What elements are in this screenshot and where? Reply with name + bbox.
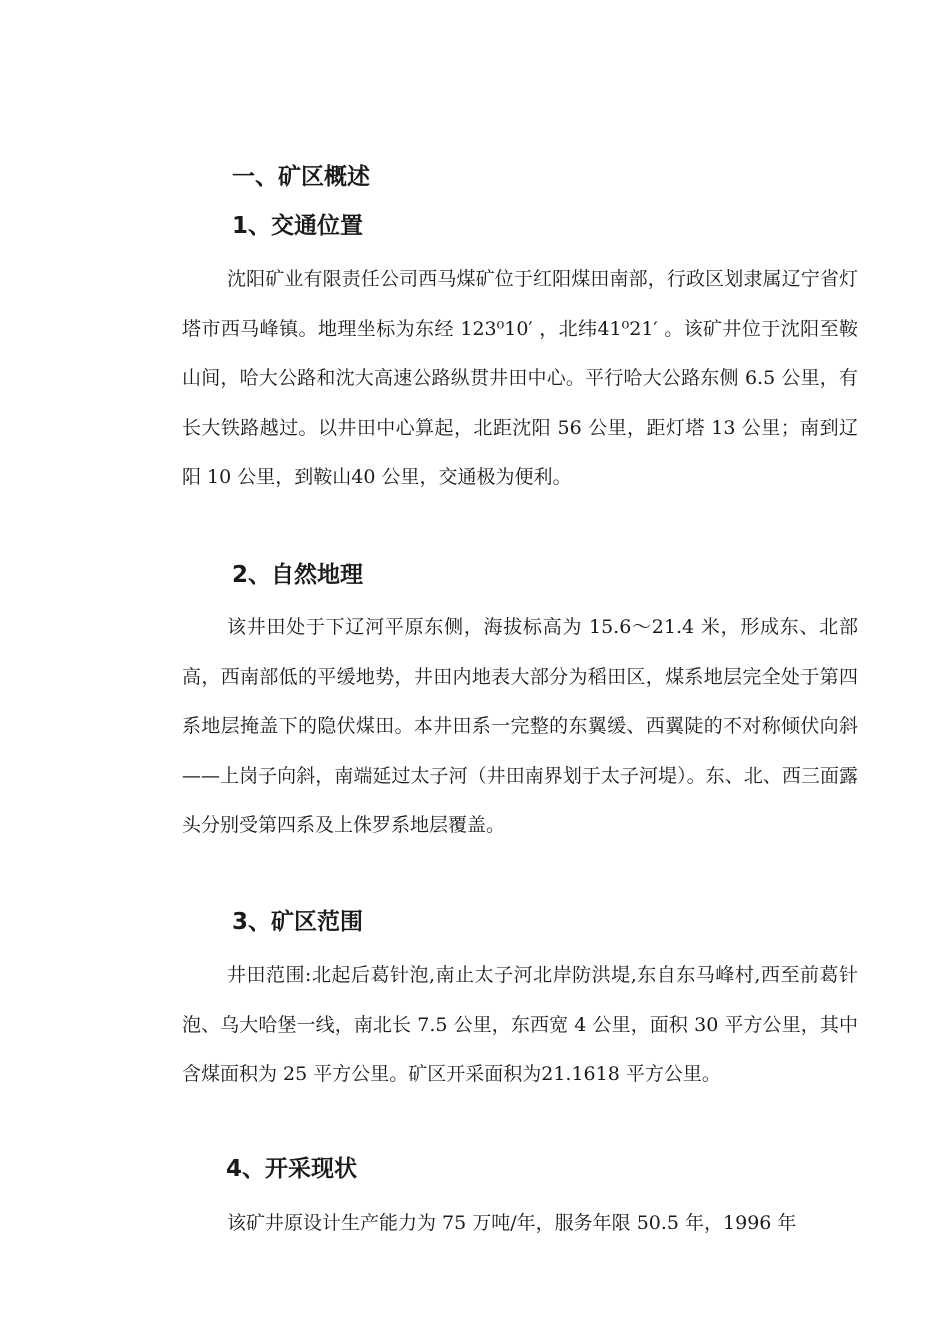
paragraph-mining-status: 该矿井原设计生产能力为 75 万吨/年，服务年限 50.5 年，1996 年 [227,1212,797,1234]
heading-natural-geography: 2、自然地理 [232,562,364,588]
paragraph-natural-geography: 该井田处于下辽河平原东侧，海拔标高为 15.6～21.4 米，形成东、北部高，西南部低的平缓地势，井田内地表大部分为稻田区，煤系地层完全处于第四系地层掩盖下的隐伏煤田。本井田系一完整的东翼缓、西翼陡的不对称倾伏向斜——上岗子向斜，南端延过太子河（井田南界划于太子河堤）。东、北、西三面露头分别受第四系及上侏罗系地层覆盖。 [182,616,858,837]
heading-mining-status: 4、开采现状 [226,1156,358,1182]
paragraph-transport-location: 沈阳矿业有限责任公司西马煤矿位于红阳煤田南部，行政区划隶属辽宁省灯塔市西马峰镇。地理坐标为东经 123⁰10′ ，北纬41⁰21′ 。该矿井位于沈阳至鞍山间，哈大公路和沈大高速公路纵贯井田中心。平行哈大公路东侧 6.5 公里，有长大铁路越过。以井田中心算起，北距沈阳 56 公里，距灯塔 13 公里；南到辽阳 10 公里，到鞍山40 公里，交通极为便利。 [182,268,858,489]
heading-transport-location: 1、交通位置 [232,213,364,239]
heading-mine-area-range: 3、矿区范围 [232,909,364,935]
paragraph-mine-area-range: 井田范围:北起后葛针泡,南止太子河北岸防洪堤,东自东马峰村,西至前葛针泡、乌大哈堡一线，南北长 7.5 公里，东西宽 4 公里，面积 30 平方公里，其中含煤面积为 25 平方公里。矿区开采面积为21.1618 平方公里。 [182,964,858,1086]
section-title: 一、矿区概述 [232,164,370,190]
